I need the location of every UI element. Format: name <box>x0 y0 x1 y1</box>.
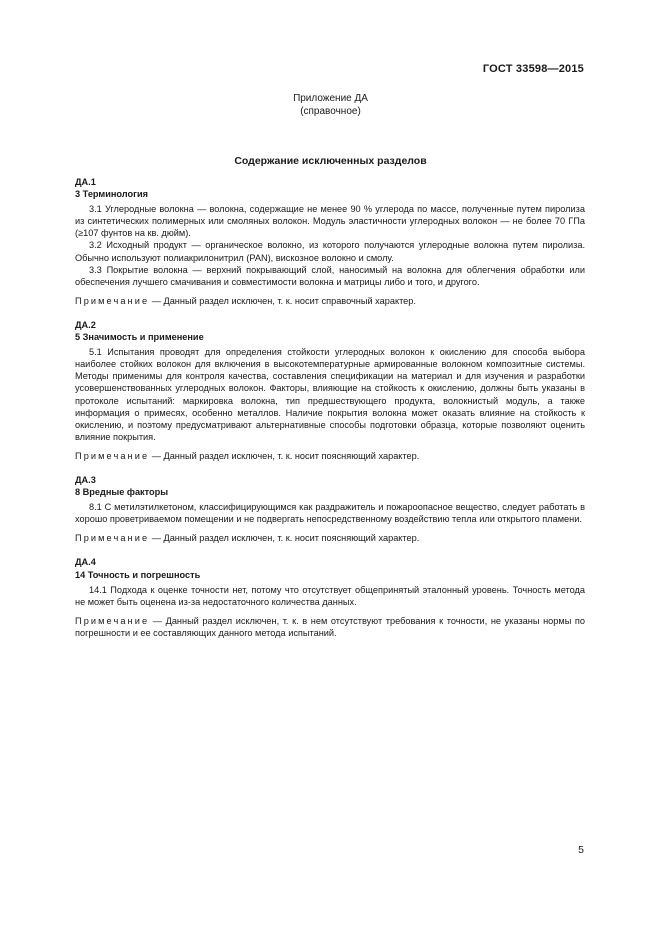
appendix-header <box>0 92 661 118</box>
note-label: Примечание <box>75 615 150 626</box>
note-text: — Данный раздел исключен, т. к. в нем отсутствуют требования к точности, не указаны нормы по погрешности и ее составляющих данного метода испытаний. <box>75 615 585 638</box>
section-heading: 5 Значимость и применение <box>75 332 204 343</box>
section-da4 <box>75 556 585 639</box>
section-heading: 3 Терминология <box>75 189 148 200</box>
paragraph: 3.3 Покрытие волокна — верхний покрывающий слой, наносимый на волокна для облегчения обработки или обеспечения лучшего смачивания и совместимости волокна и матрицы либо и того, и другого. <box>75 264 585 287</box>
note-text: — Данный раздел исключен, т. к. носит справочный характер. <box>149 295 416 306</box>
section-note <box>75 295 585 307</box>
section-id: ДА.3 <box>75 474 96 485</box>
section-note <box>75 532 585 544</box>
appendix-subtitle: (справочное) <box>300 106 361 117</box>
paragraph: 3.1 Углеродные волокна — волокна, содержащие не менее 90 % углерода по массе, полученные путем пиролиза из синтетических полимерных или смоляных волокон. Модуль эластичности углеродных волокон — не более 70 ГПа (≥107 фунтов на кв. дюйм). <box>75 204 585 239</box>
section-id: ДА.2 <box>75 319 96 330</box>
section-da3 <box>75 474 585 544</box>
paragraph: 8.1 С метилэтилкетоном, классифицирующимся как раздражитель и пожароопасное вещество, следует работать в хорошо проветриваемом помещении и не подвергать непосредственному воздействию тепла или открытого пламени. <box>75 502 585 525</box>
appendix-title: Приложение ДА <box>293 93 368 104</box>
note-label: Примечание <box>75 533 150 544</box>
section-heading: 14 Точность и погрешность <box>75 569 201 580</box>
standard-code: ГОСТ 33598—2015 <box>482 63 584 75</box>
note-label: Примечание <box>75 295 150 306</box>
section-note <box>75 615 585 639</box>
document-title: Содержание исключенных разделов <box>234 155 427 167</box>
section-heading: 8 Вредные факторы <box>75 487 169 498</box>
section-id: ДА.1 <box>75 177 96 187</box>
note-text: — Данный раздел исключен, т. к. носит поясняющий характер. <box>149 533 420 544</box>
paragraph: 3.2 Исходный продукт — органическое волокно, из которого получаются углеродные волокна путем пиролиза. Обычно используют полиакрилонитрил (PAN), вискозное волокно и смолу. <box>75 240 585 263</box>
paragraph: 5.1 Испытания проводят для определения стойкости углеродных волокон к окислению для способа выбора наиболее стойких волокон для включения в высокотемпературные армированные волокном композитные системы. Методы применимы для контроля качества, составления спецификации на материал и для изучения и разработки усовершенствованных углеродных волокон. Факторы, влияющие на стойкость к окислению, должны быть указаны в протоколе испытаний: маркировка волокна, тип предшествующего продукта, волокнистый модуль, а также информация о примесях, особенно металлов. Наличие покрытия волокна может оказать влияние на стойкость к окислению, и поэтому предусматривают альтернативные способы подготовки образца, которые позволяют оценить влияние покрытия. <box>75 347 585 442</box>
section-da1 <box>75 176 585 307</box>
section-id: ДА.4 <box>75 557 96 568</box>
note-text: — Данный раздел исключен, т. к. носит поясняющий характер. <box>149 450 420 461</box>
note-label: Примечание <box>75 450 150 461</box>
paragraph: 14.1 Подхода к оценке точности нет, потому что отсутствует общепринятый эталонный уровень. Точность метода не может быть оценена из-за недостаточного количества данных. <box>75 584 585 607</box>
section-note <box>75 450 585 462</box>
section-da2 <box>75 319 585 462</box>
sections-container <box>75 176 585 651</box>
page-number: 5 <box>578 844 584 856</box>
